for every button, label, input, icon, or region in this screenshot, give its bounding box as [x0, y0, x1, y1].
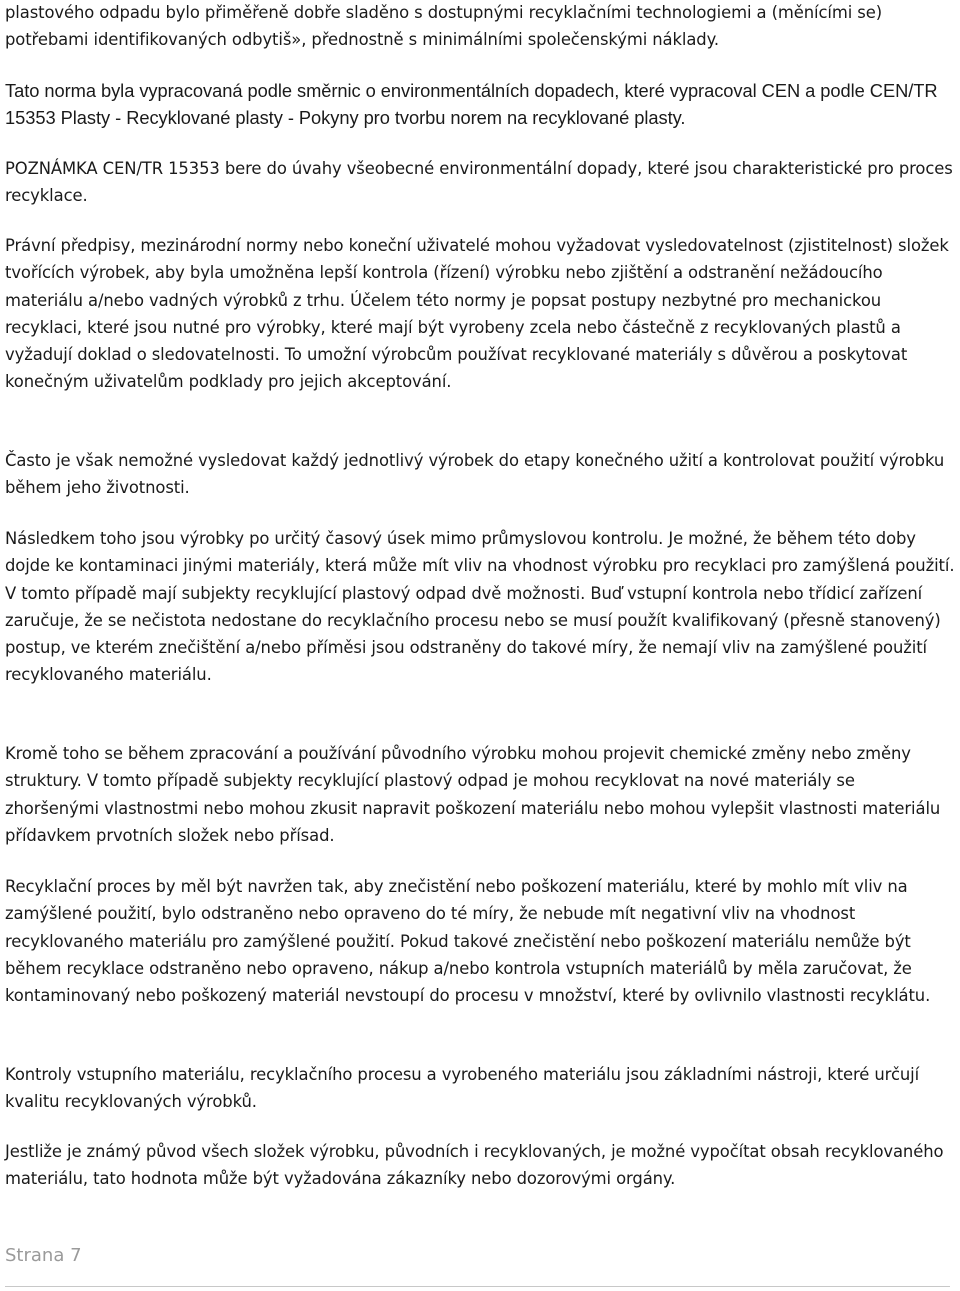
paragraph-5: Následkem toho jsou výrobky po určitý časový úsek mimo průmyslovou kontrolu. Je možné, že během této doby dojde ke kontaminaci jinými materiály, která může mít vliv na vhodnost výrobku pro recyklaci pro zamýšlená použití. V tomto případě mají subjekty recyklující plastový odpad dvě možnosti. Buď vstupní kontrola nebo třídicí zařízení zaručuje, že se nečistota nedostane do recyklačního procesu nebo se musí použít kvalifikovaný (přesně stanovený) postup, ve kterém znečištění a/nebo příměsi jsou odstraněny do takové míry, že nemají vliv na zamýšlené použití recyklovaného materiálu.	[5, 529, 955, 685]
paragraph-6: Kromě toho se během zpracování a používání původního výrobku mohou projevit chemické změny nebo změny struktury. V tomto případě subjekty recyklující plastový odpad je mohou recyklovat na nové materiály se zhoršenými vlastnostmi nebo mohou zkusit napravit poškození materiálu nebo mohou vylepšit vlastnosti materiálu přídavkem prvotních složek nebo přísad.	[5, 744, 941, 845]
paragraph-7: Recyklační proces by měl být navržen tak, aby znečistění nebo poškození materiálu, které by mohlo mít vliv na zamýšlené použití, bylo odstraněno nebo opraveno do té míry, že nebude mít negativní vliv na vhodnost recyklovaného materiálu pro zamýšlené použití. Pokud takové znečistění nebo poškození materiálu nemůže být během recyklace odstraněno nebo opraveno, nákup a/nebo kontrola vstupních materiálů by měla zaručovat, že kontaminovaný nebo poškozený materiál nevstoupí do procesu v množství, které by ovlivnilo vlastnosti recyklátu.	[5, 877, 931, 1006]
paragraph-8: Kontroly vstupního materiálu, recyklačního procesu a vyrobeného materiálu jsou základními nástroji, které určují kvalitu recyklovaných výrobků.	[5, 1065, 920, 1112]
page-number: Strana 7	[5, 1245, 82, 1266]
paragraph-3: Právní předpisy, mezinárodní normy nebo koneční uživatelé mohou vyžadovat vysledovatelnost (zjistitelnost) složek tvořících výrobek, aby byla umožněna lepší kontrola (řízení) výrobku nebo zjištění a odstranění nežádoucího materiálu a/nebo vadných výrobků z trhu. Účelem této normy je popsat postupy nezbytné pro mechanickou recyklaci, které jsou nutné pro výrobky, které mají být vyrobeny zcela nebo částečně z recyklovaných plastů a vyžadují doklad o sledovatelnosti. To umožní výrobcům používat recyklované materiály s důvěrou a poskytovat konečným uživatelům podklady pro jejich akceptování.	[5, 236, 949, 392]
paragraph-9: Jestliže je známý původ všech složek výrobku, původních i recyklovaných, je možné vypočítat obsah recyklovaného materiálu, tato hodnota může být vyžadována zákazníky nebo dozorovými orgány.	[5, 1142, 944, 1189]
paragraph-4: Často je však nemožné vysledovat každý jednotlivý výrobek do etapy konečného užití a kontrolovat použití výrobku během jeho životnosti.	[5, 451, 945, 498]
paragraph-1: plastového odpadu bylo přiměřeně dobře sladěno s dostupnými recyklačními technologiemi a (měnícími se) potřebami identifikovaných odbytiš», přednostně s minimálními společenskými náklady.	[5, 3, 882, 50]
paragraph-2: Tato norma byla vypracovaná podle směrnic o environmentálních dopadech, které vypracoval CEN a podle CEN/TR 15353 Plasty - Recyklované plasty - Pokyny pro tvorbu norem na recyklované plasty.	[5, 80, 938, 129]
note-paragraph: POZNÁMKA CEN/TR 15353 bere do úvahy všeobecné environmentální dopady, které jsou charakteristické pro proces recyklace.	[5, 159, 953, 206]
page-footer	[5, 1242, 950, 1270]
footer-divider	[5, 1286, 950, 1287]
